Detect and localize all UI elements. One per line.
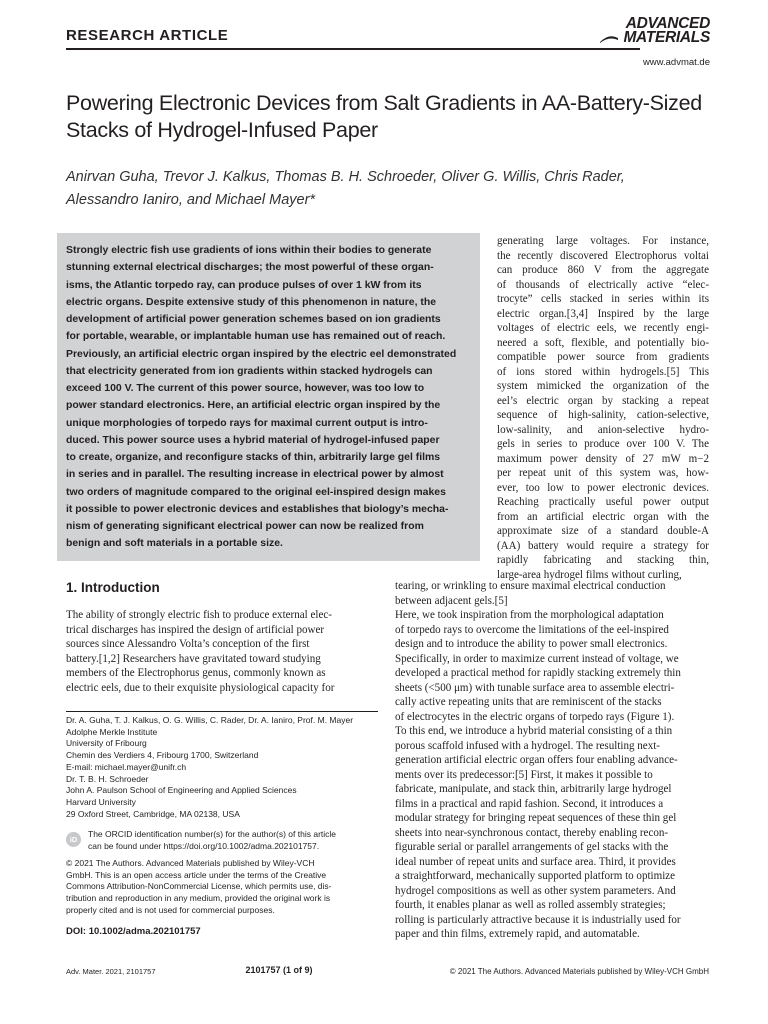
section-label: RESEARCH ARTICLE <box>66 27 229 44</box>
footer-copyright: © 2021 The Authors. Advanced Materials published by Wiley-VCH GmbH <box>449 967 709 976</box>
text-line: system mimicked the organization of the <box>497 380 709 392</box>
text-line: can produce 860 V from the aggregate <box>497 264 709 276</box>
text-line: from an artificial electric organ with the <box>497 510 709 523</box>
text-line: of ions stored within hydrogels.[5] This <box>497 365 709 378</box>
author-list: Anirvan Guha, Trevor J. Kalkus, Thomas B. H. Schroeder, Oliver G. Willis, Chris Rader, Alessandro Ianiro, and Michael Mayer* <box>66 169 625 208</box>
abstract-text: Strongly electric fish use gradients of ions within their bodies to generate stunning external electrical discharges; the most powerful of these organ- isms, the Atlantic torpedo ray, can produce pulses of over 1 kW from its electric organs. Despite extensive study of this phenomenon in nature, the development of artificial power generation schemes based on ion gradients for portable, wearable, or implantable human use has remained out of reach. Previously, an artificial electric organ inspired by the electric eel demonstrated that electricity generated from ion gradients within stacked hydrogels can exceed 100 V. The current of this power source, however, was too low to power standard electronics. Here, an artificial electric organ inspired by the unique morphologies of torpedo rays for maximal current output is intro- duced. This power source uses a hybrid material of hydrogel-infused paper to create, organize, and reconfigure stacks of thin, arbitrarily large gel films in series and in parallel. The resulting increase in electrical power by almost two orders of magnitude compared to the original eel-inspired design makes it possible to power electronic devices and establishes that biology’s mecha- nism of generating significant electrical power can now be realized from benign and soft materials in a portable size. <box>66 245 457 550</box>
text-line: rapidly fabricating and stacking thin, <box>497 554 709 566</box>
text-line: gels in series to produce over 100 V. The <box>497 438 709 450</box>
text-line: voltages of electric eels, we recently engi- <box>497 322 709 334</box>
affiliations: Dr. A. Guha, T. J. Kalkus, O. G. Willis, C. Rader, Dr. A. Ianiro, Prof. M. Mayer Adolphe Merkle Institute University of Fribourg Chemin des Verdiers 4, Fribourg 1700, Switzerland E-mail: michael.mayer@unifr.ch Dr. T. B. H. Schroeder John A. Paulson School of Engineering and Applied Sciences Harvard University 29 Oxford Street, Cambridge, MA 02138, USA <box>66 715 354 819</box>
text-line: electric organ.[3,4] Inspired by the large <box>497 307 709 320</box>
text-line: compatible power source from gradients <box>497 351 709 363</box>
text-line: the recently discovered Electrophorus voltai <box>497 249 709 262</box>
text-line: generating large voltages. For instance, <box>497 235 709 247</box>
text-line: eel’s electric organ by stacking a repeat <box>497 394 709 407</box>
section-heading: 1. Introduction <box>66 580 160 595</box>
text-line: trocyte” cells stacked in series within its <box>497 293 709 305</box>
abstract-box <box>57 233 480 561</box>
journal-logo-text: ADVANCED MATERIALS <box>623 15 710 46</box>
text-line: neered a soft, flexible, and potentially bio- <box>497 336 709 349</box>
license-note: © 2021 The Authors. Advanced Materials published by Wiley-VCH GmbH. This is an open access article under the terms of the Creative Commons Attribution-NonCommercial License, which permits use, dis- tribution and reproduction in any medium, provided the original work is properly cited and is not used for commercial purposes. <box>66 858 332 915</box>
text-line: (AA) battery would require a strategy for <box>497 539 709 552</box>
text-line: sequence of high-salinity, cation-selective, <box>497 409 709 421</box>
text-line: maximum power density of 27 mW m−2 <box>497 452 709 465</box>
orcid-text[interactable]: The ORCID identification number(s) for the author(s) of this article can be found under https://doi.org/10.1002/adma.202101757. <box>88 829 337 851</box>
journal-url[interactable]: www.advmat.de <box>642 57 710 68</box>
doi[interactable]: DOI: 10.1002/adma.202101757 <box>66 926 201 937</box>
footer-page-number: 2101757 (1 of 9) <box>245 965 313 975</box>
right-column-body: tearing, or wrinkling to ensure maximal electrical conduction between adjacent gels.[5] Here, we took inspiration from the morphological adaptation of torpedo rays to overcome the limitations of the eel-inspired design and to introduce the ability to power small electronics. Specifically, in order to maximize current instead of voltage, we developed a practical method for rapidly stacking extremely thin sheets (<500 μm) with tunable surface area to assemble electri- cally active repeating units that are reminiscent of the stacks of electrocytes in the electric organs of torpedo rays (Figure 1). To this end, we introduce a hybrid material consisting of a thin porous scaffold infused with a hydrogel. The resulting next- generation artificial electric organ offers four enabling advance- ments over its predecessor:[5] First, it makes it possible to fabricate, manipulate, and stack thin, arbitrarily large hydrogel films in a practical and rapid fashion. Second, it introduces a modular strategy for bringing repeat sequences of these thin gel sheets into near-synchronous contact, thereby enabling recon- figurable serial or parallel arrangements of gel stacks with the ideal number of repeat units and surface area. Third, it provides a straightforward, mechanically supported platform to optimize hydrogel compositions as well as other system parameters. And fourth, it enables planar as well as rolled assembly strategies; rolling is particularly attractive because it is industrially used for paper and thin films, extremely rapid, and automatable. <box>395 580 681 940</box>
journal-logo <box>600 17 710 45</box>
orcid-icon: iD <box>66 832 81 847</box>
text-line: per repeat unit of this system was, how- <box>497 467 709 479</box>
right-column-top <box>497 234 709 582</box>
header-rule <box>66 48 640 50</box>
text-line: approximate size of a standard double-A <box>497 525 709 537</box>
text-line: ever, too low to power electronic devices. <box>497 481 709 494</box>
article-title: Powering Electronic Devices from Salt Gradients in AA-Battery-Sized Stacks of Hydrogel-Infused Paper <box>66 91 702 142</box>
logo-swoosh-icon <box>600 35 618 43</box>
intro-paragraph: The ability of strongly electric fish to produce external elec- trical discharges has inspired the design of artificial power sources since Alessandro Volta’s conception of the first battery.[1,2] Researchers have gravitated toward studying members of the Electrophorus genus, commonly known as electric eels, due to their exquisite physiological capacity for <box>66 609 335 694</box>
footnote-rule <box>66 711 378 712</box>
footer-journal-ref: Adv. Mater. 2021, 2101757 <box>66 967 156 976</box>
text-line: Reaching practically useful power output <box>497 496 709 508</box>
text-line: low-salinity, and anion-selective hydro- <box>497 423 709 436</box>
text-line: large-area hydrogel films without curling, <box>497 568 682 581</box>
text-line: of thousands of electrically active “elec- <box>497 278 709 291</box>
